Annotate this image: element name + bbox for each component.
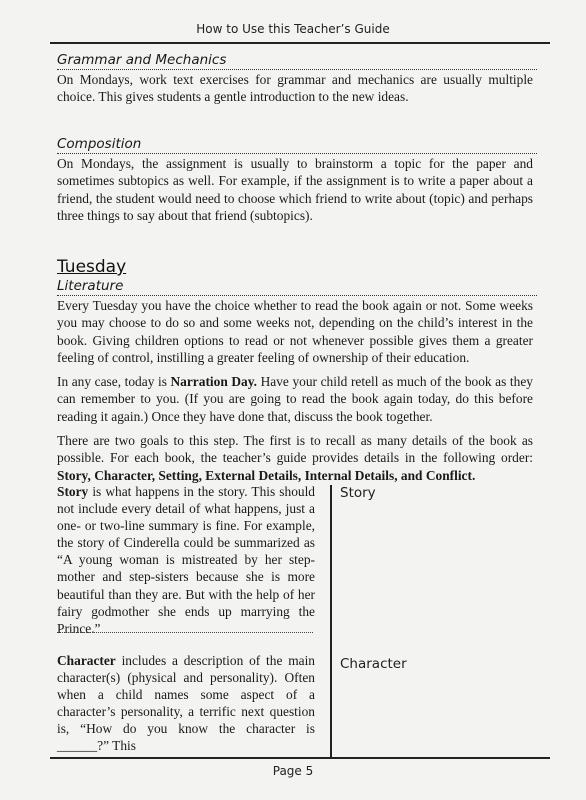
character-box-label: Character (340, 656, 407, 672)
narration-post: Have your child retell as much of the book as they can remember to you. (If you are going to read the book again today, do this before reading it again.) Once they have done that, discuss the book together. (57, 374, 533, 424)
footer-rule (50, 757, 550, 759)
character-description (57, 652, 315, 755)
goals-paragraph (57, 432, 533, 484)
goals-pre: There are two goals to this step. The first is to recall as many details of the book as possible. For each book, the teacher’s guide provides details in the following order: (57, 433, 533, 466)
grammar-heading: Grammar and Mechanics (57, 52, 537, 70)
literature-heading: Literature (57, 278, 537, 296)
literature-paragraph-1: Every Tuesday you have the choice whether to read the book again or not. Some weeks you may choose to do so and some weeks not, depending on the child’s interest in the book. Giving children options to read or not whenever possible gives them a greater feeling of control, instilling a greater feeling of ownership of their education. (57, 298, 533, 365)
narration-day-bold: Narration Day. (170, 374, 258, 389)
composition-heading: Composition (57, 136, 537, 154)
character-text: includes a description of the main character(s) (physical and personality). Often when a child names some aspect of a character’s personality, a terrific next question is, “How do you know the character is ______?” This (57, 653, 315, 754)
elements-list-bold: Story, Character, Setting, External Details, Internal Details, and Conflict. (57, 467, 476, 483)
tuesday-heading: Tuesday (57, 257, 127, 277)
header-rule (50, 42, 550, 44)
story-term: Story (57, 484, 89, 499)
page-number: Page 5 (272, 764, 314, 778)
narration-pre: In any case, today is (57, 374, 171, 389)
story-box-label: Story (340, 485, 376, 501)
story-description (57, 483, 315, 637)
running-header: How to Use this Teacher’s Guide (196, 22, 390, 36)
character-term: Character (57, 653, 116, 668)
column-divider (330, 485, 332, 757)
story-text: is what happens in the story. This should not include every detail of what happens, just a one- or two-line summary is fine. For example, the story of Cinderella could be summarized as “A young woman is mistreated by her step-mother and step-sisters because she is more beautiful than they are. But with the help of her fairy godmother she ends up marrying the Prince.” (57, 484, 315, 636)
grammar-text: On Mondays, work text exercises for grammar and mechanics are usually multiple choice. This gives students a gentle introduction to the new ideas. (57, 72, 533, 105)
composition-text: On Mondays, the assignment is usually to brainstorm a topic for the paper and sometimes subtopics as well. For example, if the assignment is to write a paper about a friend, the student would need to choose which friend to write about (topic) and perhaps three things to say about that friend (subtopics). (57, 156, 533, 223)
narration-paragraph (57, 373, 533, 425)
dotted-separator (57, 632, 313, 633)
